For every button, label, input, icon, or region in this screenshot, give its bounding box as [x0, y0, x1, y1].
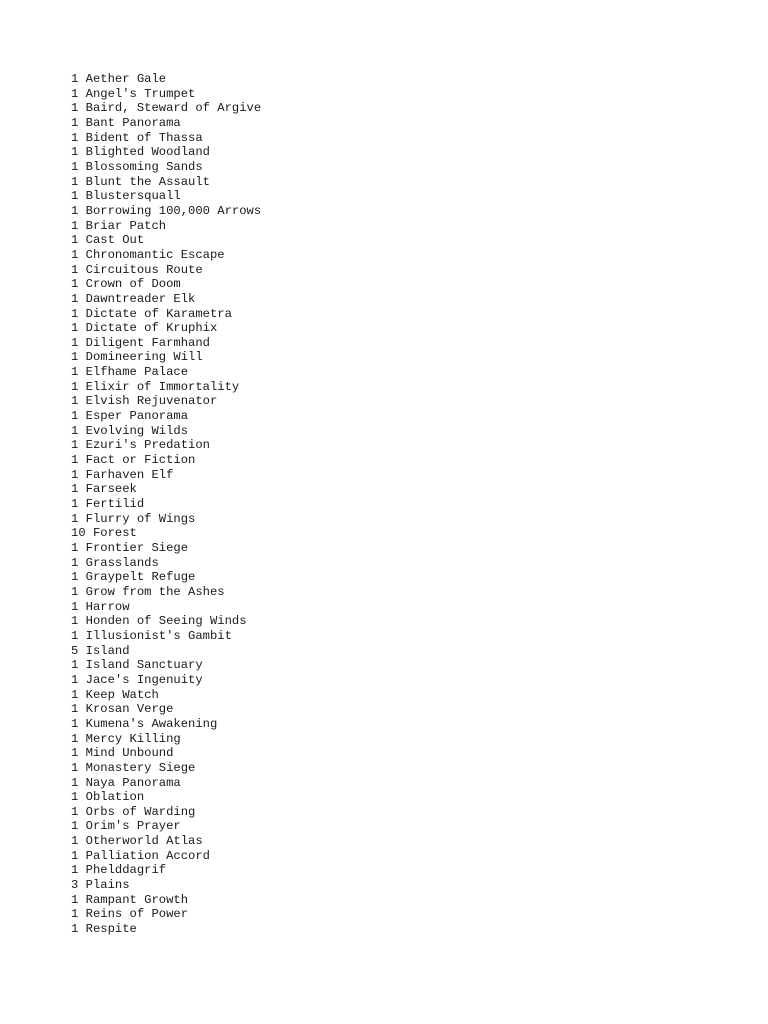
- card-list-line: 1 Illusionist's Gambit: [71, 628, 232, 643]
- card-list-line: 1 Elixir of Immortality: [71, 379, 240, 394]
- card-list-line: 1 Kumena's Awakening: [71, 716, 218, 731]
- card-list-line: 1 Farseek: [71, 482, 137, 497]
- card-list-line: 1 Grasslands: [71, 555, 159, 570]
- card-list-line: 1 Elvish Rejuvenator: [71, 394, 218, 409]
- card-list-line: 3 Plains: [71, 878, 130, 893]
- card-list-line: 1 Dictate of Kruphix: [71, 321, 218, 336]
- card-list-line: 1 Krosan Verge: [71, 702, 174, 717]
- card-list-line: 1 Island Sanctuary: [71, 658, 203, 673]
- card-list-line: 1 Harrow: [71, 599, 130, 614]
- card-list-line: 1 Mercy Killing: [71, 731, 181, 746]
- card-list-line: 1 Cast Out: [71, 233, 145, 248]
- card-list-line: 1 Rampant Growth: [71, 892, 189, 907]
- card-list-line: 1 Dictate of Karametra: [71, 306, 232, 321]
- card-list-line: 1 Honden of Seeing Winds: [71, 614, 247, 629]
- card-list-line: 1 Circuitous Route: [71, 262, 203, 277]
- card-list-line: 1 Crown of Doom: [71, 277, 181, 292]
- card-list-line: 1 Jace's Ingenuity: [71, 672, 203, 687]
- card-list-line: 1 Evolving Wilds: [71, 423, 189, 438]
- card-list-line: 1 Graypelt Refuge: [71, 570, 196, 585]
- card-list: [71, 72, 261, 937]
- card-list-line: 1 Aether Gale: [71, 72, 167, 86]
- card-list-line: 1 Domineering Will: [71, 350, 203, 365]
- card-list-line: 1 Orim's Prayer: [71, 819, 181, 834]
- card-list-line: 1 Otherworld Atlas: [71, 834, 203, 849]
- card-list-line: 1 Dawntreader Elk: [71, 291, 196, 306]
- card-list-line: 1 Naya Panorama: [71, 775, 181, 790]
- card-list-line: 1 Angel's Trumpet: [71, 86, 196, 101]
- card-list-line: 1 Fertilid: [71, 497, 145, 512]
- card-list-line: 1 Elfhame Palace: [71, 365, 189, 380]
- card-list-line: 1 Grow from the Ashes: [71, 584, 225, 599]
- card-list-line: 1 Borrowing 100,000 Arrows: [71, 203, 262, 218]
- card-list-line: 1 Baird, Steward of Argive: [71, 101, 262, 116]
- card-list-line: 1 Respite: [71, 922, 137, 937]
- card-list-line: 1 Reins of Power: [71, 907, 189, 922]
- card-list-line: 1 Farhaven Elf: [71, 467, 174, 482]
- card-list-line: 1 Blustersquall: [71, 189, 181, 204]
- card-list-line: 1 Bident of Thassa: [71, 130, 203, 145]
- card-list-line: 1 Palliation Accord: [71, 848, 210, 863]
- card-list-line: 1 Phelddagrif: [71, 863, 167, 878]
- card-list-line: 1 Flurry of Wings: [71, 511, 196, 526]
- card-list-line: 1 Mind Unbound: [71, 746, 174, 761]
- card-list-line: 1 Ezuri's Predation: [71, 438, 210, 453]
- card-list-line: 1 Chronomantic Escape: [71, 247, 225, 262]
- card-list-line: 1 Esper Panorama: [71, 409, 189, 424]
- card-list-line: 1 Frontier Siege: [71, 541, 189, 555]
- card-list-line: 1 Orbs of Warding: [71, 804, 196, 819]
- card-list-line: 5 Island: [71, 643, 130, 658]
- card-list-line: 1 Monastery Siege: [71, 760, 196, 775]
- card-list-line: 1 Blossoming Sands: [71, 159, 203, 174]
- card-list-line: 1 Oblation: [71, 790, 145, 805]
- card-list-line: 1 Blunt the Assault: [71, 174, 210, 189]
- card-list-line: 1 Bant Panorama: [71, 115, 181, 130]
- card-list-line: 10 Forest: [71, 526, 137, 541]
- card-list-line: 1 Blighted Woodland: [71, 145, 210, 160]
- card-list-line: 1 Fact or Fiction: [71, 453, 196, 468]
- card-list-line: 1 Diligent Farmhand: [71, 335, 210, 350]
- card-list-line: 1 Keep Watch: [71, 687, 159, 702]
- card-list-line: 1 Briar Patch: [71, 218, 167, 233]
